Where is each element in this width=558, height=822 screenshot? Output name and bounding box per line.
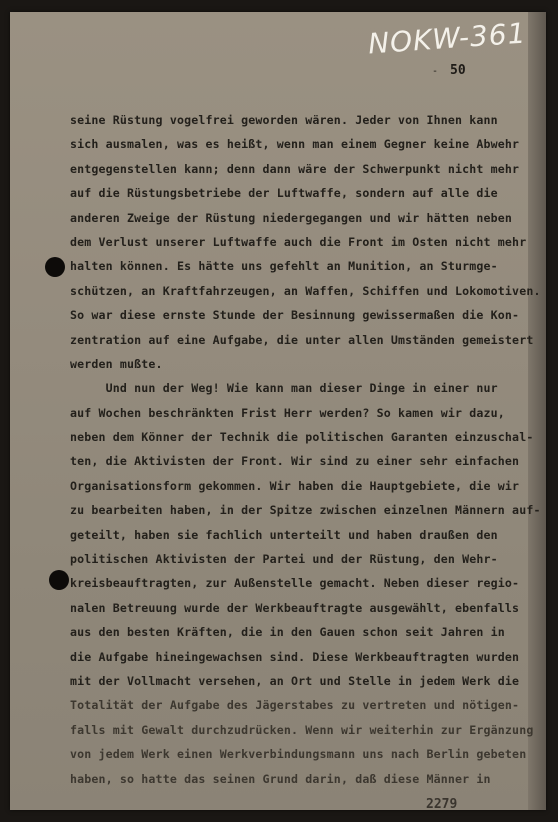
text-line-3: entgegenstellen kann; denn dann wäre der Schwerpunkt nicht mehr bbox=[70, 161, 520, 176]
text-line-18: geteilt, haben sie fachlich unterteilt und haben draußen den bbox=[70, 527, 498, 542]
text-line-7: halten können. Es hätte uns gefehlt an Munition, an Sturmge- bbox=[70, 259, 498, 274]
text-line-14: neben dem Könner der Technik die politischen Garanten einzuschal- bbox=[70, 430, 534, 445]
text-line-11: werden mußte. bbox=[70, 356, 163, 371]
page-number: 50 bbox=[450, 63, 466, 78]
text-line-19: politischen Aktivisten der Partei und der Rüstung, den Wehr- bbox=[70, 552, 498, 567]
text-line-5: anderen Zweige der Rüstung niedergegangen und wir hätten neben bbox=[70, 210, 513, 225]
text-line-12: Und nun der Weg! Wie kann man dieser Dinge in einer nur bbox=[70, 381, 498, 396]
text-line-6: dem Verlust unserer Luftwaffe auch die Front im Osten nicht mehr bbox=[70, 234, 527, 249]
text-line-13: auf Wochen beschränkten Frist Herr werden? So kamen wir dazu, bbox=[70, 405, 505, 420]
tick-mark: - bbox=[432, 66, 439, 77]
footer-mark: 2279 bbox=[426, 797, 458, 812]
punch-hole-bottom bbox=[49, 570, 69, 590]
text-line-9: So war diese ernste Stunde der Besinnung gewissermaßen die Kon- bbox=[70, 308, 520, 323]
text-line-8: schützen, an Kraftfahrzeugen, an Waffen, Schiffen und Lokomotiven. bbox=[70, 283, 541, 298]
text-line-22: aus den besten Kräften, die in den Gauen schon seit Jahren in bbox=[70, 625, 505, 640]
text-line-1: seine Rüstung vogelfrei geworden wären. Jeder von Ihnen kann bbox=[70, 113, 498, 127]
archive-stamp: NOKW-361 bbox=[367, 16, 528, 61]
punch-hole-top bbox=[45, 257, 65, 277]
text-line-16: Organisationsform gekommen. Wir haben die Hauptgebiete, die wir bbox=[70, 478, 520, 493]
text-line-28: haben, so hatte das seinen Grund darin, daß diese Männer in bbox=[70, 771, 491, 786]
text-line-21: nalen Betreuung wurde der Werkbeauftragte ausgewählt, ebenfalls bbox=[70, 600, 520, 615]
body-text bbox=[70, 108, 550, 791]
text-line-20: kreisbeauftragten, zur Außenstelle gemacht. Neben dieser regio- bbox=[70, 576, 520, 591]
text-line-23: die Aufgabe hineingewachsen sind. Diese Werkbeauftragten wurden bbox=[70, 649, 520, 664]
text-line-4: auf die Rüstungsbetriebe der Luftwaffe, sondern auf alle die bbox=[70, 186, 498, 201]
text-line-25: Totalität der Aufgabe des Jägerstabes zu vertreten und nötigen- bbox=[70, 698, 520, 713]
text-line-24: mit der Vollmacht versehen, an Ort und Stelle in jedem Werk die bbox=[70, 673, 520, 688]
text-line-17: zu bearbeiten haben, in der Spitze zwischen einzelnen Männern auf- bbox=[70, 503, 541, 518]
text-line-10: zentration auf eine Aufgabe, die unter allen Umständen gemeistert bbox=[70, 332, 534, 347]
text-line-2: sich ausmalen, was es heißt, wenn man einem Gegner keine Abwehr bbox=[70, 137, 520, 152]
text-line-27: von jedem Werk einen Werkverbindungsmann uns nach Berlin gebeten bbox=[70, 747, 527, 762]
text-line-26: falls mit Gewalt durchzudrücken. Wenn wir weiterhin zur Ergänzung bbox=[70, 722, 534, 737]
text-line-15: ten, die Aktivisten der Front. Wir sind zu einer sehr einfachen bbox=[70, 454, 520, 469]
